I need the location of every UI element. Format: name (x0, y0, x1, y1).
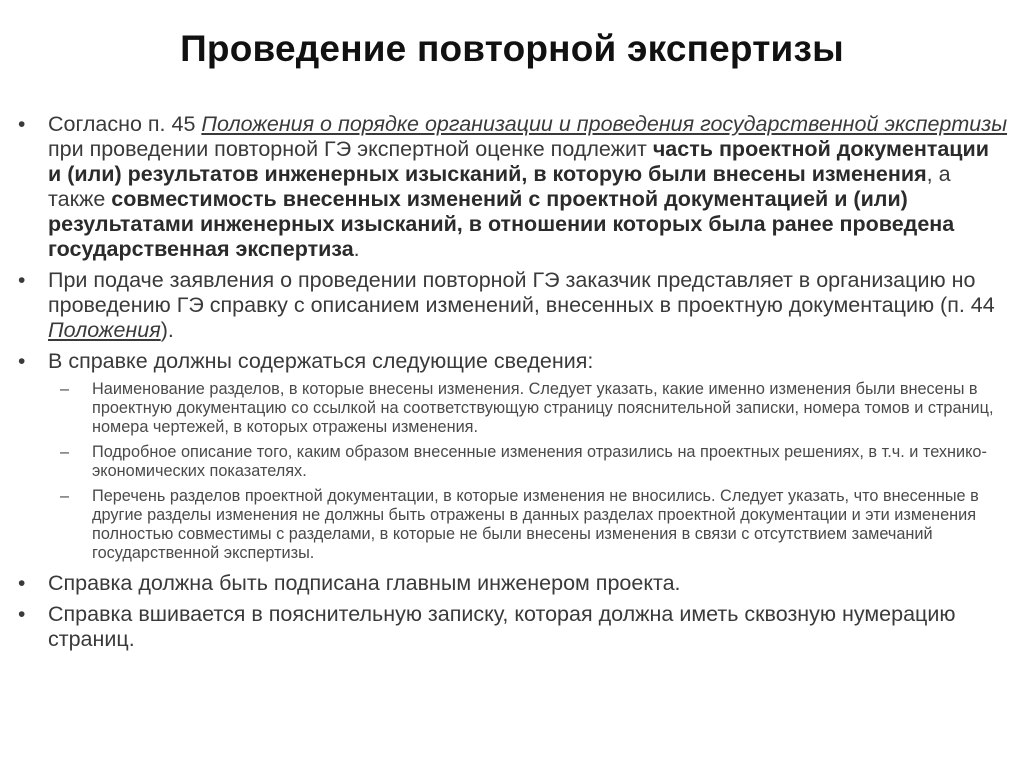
bullet-icon: • (18, 350, 26, 373)
bullet-text: . (353, 237, 360, 261)
dash-icon: – (60, 443, 70, 461)
sub-bullet-item (48, 487, 1008, 563)
regulation-link[interactable]: Положения о порядке организации и проведения государственной экспертизы (201, 112, 1008, 136)
regulation-link[interactable]: Положения (48, 318, 161, 342)
sub-bullet-item (48, 380, 1008, 437)
sub-bullet-text: Перечень разделов проектной документации, в которые изменения не вносились. Следует указать, что внесенные в другие разделы изменения не должны быть отражены в данных разделах проектной документации и эти изменения полностью совместимы с разделами, в которые не были внесены изменения в связи с отсутствием замечаний государственной экспертизы. (92, 487, 979, 562)
bullet-item-signature (18, 571, 1008, 596)
dash-icon: – (60, 380, 70, 398)
bullet-text: Справка вшивается в пояснительную записку, которая должна иметь сквозную нумерацию страниц. (48, 602, 956, 651)
bold-text: часть проектной документации и (или) результатов инженерных изысканий, в которую были внесены изменения (48, 137, 989, 186)
bullet-text: , а также (48, 162, 951, 211)
sub-bullet-text: Подробное описание того, каким образом внесенные изменения отразились на проектных решениях, в т.ч. и технико-экономических показателях. (92, 443, 987, 480)
slide-content (18, 112, 1008, 658)
slide-title: Проведение повторной экспертизы (180, 28, 844, 69)
bullet-item-required-info (18, 349, 1008, 563)
bullet-text: Согласно п. 45 (48, 112, 202, 136)
dash-icon: – (60, 487, 70, 505)
bullet-text: При подаче заявления о проведении повторной ГЭ заказчик представляет в организацию но проведению ГЭ справку с описанием изменений, внесенных в проектную документацию (п. 44 (48, 268, 995, 317)
bullet-icon: • (18, 572, 26, 595)
sub-bullet-list (48, 380, 1008, 563)
bullet-text: при проведении повторной ГЭ экспертной оценке подлежит (48, 137, 653, 161)
sub-bullet-item (48, 443, 1008, 481)
bullet-item-expert-evaluation (18, 112, 1008, 262)
bullet-text: В справке должны содержаться следующие сведения: (48, 349, 594, 373)
bullet-item-binding (18, 602, 1008, 652)
bullet-text: ). (160, 318, 174, 342)
bullet-icon: • (18, 113, 26, 136)
bullet-icon: • (18, 603, 26, 626)
bullet-list (18, 112, 1008, 652)
bullet-item-application (18, 268, 1008, 343)
sub-bullet-text: Наименование разделов, в которые внесены изменения. Следует указать, какие именно изменения были внесены в проектную документацию со ссылкой на соответствующую страницу пояснительной записки, номера томов и страниц, номера чертежей, в которых отражены изменения. (92, 380, 994, 436)
bullet-text: Справка должна быть подписана главным инженером проекта. (48, 571, 681, 595)
bullet-icon: • (18, 269, 26, 292)
bold-text: совместимость внесенных изменений с проектной документацией и (или) результатами инженерных изысканий, в отношении которых была ранее проведена государственная экспертиза (48, 187, 955, 261)
